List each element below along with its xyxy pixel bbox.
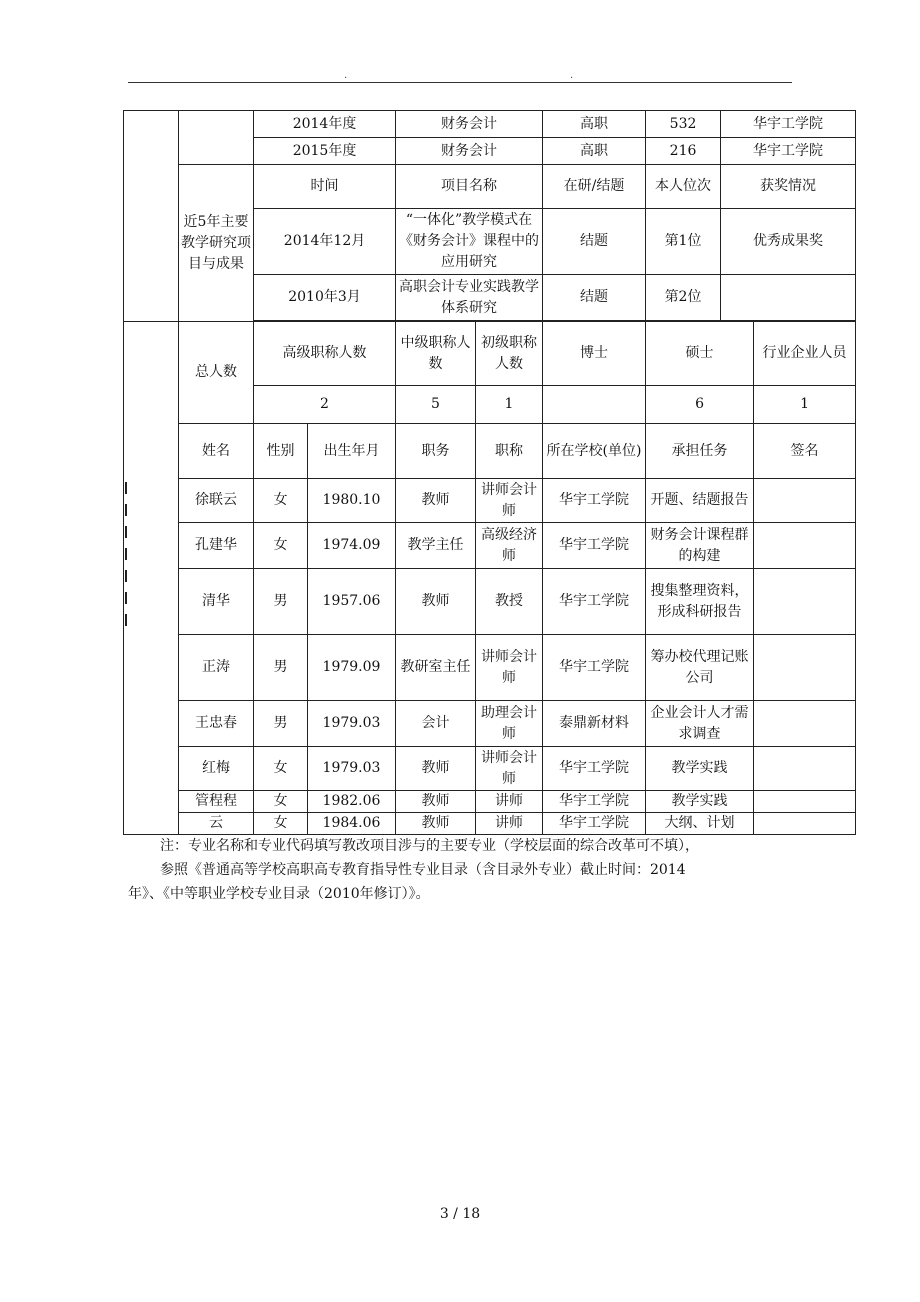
research-award: 优秀成果奖 (721, 209, 856, 275)
member-birth: 1979.03 (308, 701, 396, 747)
member-gender: 男 (254, 635, 308, 701)
member-name: 云 (179, 813, 254, 835)
past-year: 2015年度 (254, 138, 396, 165)
research-status: 结题 (543, 275, 646, 321)
middle-header: 中级职称人数 (396, 322, 476, 386)
member-task: 企业会计人才需求调查 (646, 701, 754, 747)
member-task: 教学实践 (646, 791, 754, 813)
member-title: 高级经济师 (476, 523, 543, 569)
member-name: 清华 (179, 569, 254, 635)
member-sign[interactable] (754, 701, 856, 747)
member-unit: 华宇工学院 (543, 747, 646, 791)
member-unit: 华宇工学院 (543, 523, 646, 569)
member-birth: 1980.10 (308, 479, 396, 523)
members-header-row (124, 424, 856, 479)
member-birth: 1957.06 (308, 569, 396, 635)
member-duty: 会计 (396, 701, 476, 747)
col-status: 在研/结题 (543, 165, 646, 209)
note-line: 年》、《中等职业学校专业目录（2010年修订）》。 (128, 886, 430, 902)
member-name: 孔建华 (179, 523, 254, 569)
col-title: 职称 (476, 424, 543, 479)
col-sign: 签名 (754, 424, 856, 479)
member-gender: 女 (254, 747, 308, 791)
note-line: 参照《普通高等学校高职高专教育指导性专业目录（含目录外专业）截止时间：2014 (160, 862, 686, 878)
past-level: 高职 (543, 111, 646, 138)
member-sign[interactable] (754, 747, 856, 791)
member-gender: 女 (254, 813, 308, 835)
header-dot: . (344, 70, 348, 81)
header-rule (128, 82, 792, 83)
col-rank: 本人位次 (646, 165, 721, 209)
past-count: 216 (646, 138, 721, 165)
col-task: 承担任务 (646, 424, 754, 479)
member-task: 教学实践 (646, 747, 754, 791)
col-duty: 职务 (396, 424, 476, 479)
member-birth: 1974.09 (308, 523, 396, 569)
member-task: 搜集整理资料，形成科研报告 (646, 569, 754, 635)
senior-header: 高级职称人数 (254, 322, 396, 386)
member-sign[interactable] (754, 569, 856, 635)
summary-header-row (124, 322, 856, 386)
member-row (124, 523, 856, 569)
member-gender: 女 (254, 791, 308, 813)
member-row (124, 635, 856, 701)
member-sign[interactable] (754, 813, 856, 835)
research-name: “一体化”教学模式在《财务会计》课程中的应用研究 (396, 209, 543, 275)
member-duty: 教研室主任 (396, 635, 476, 701)
member-name: 正涛 (179, 635, 254, 701)
member-title: 讲师会计师 (476, 479, 543, 523)
member-unit: 泰鼎新材料 (543, 701, 646, 747)
member-birth: 1984.06 (308, 813, 396, 835)
research-name: 高职会计专业实践教学体系研究 (396, 275, 543, 321)
member-unit: 华宇工学院 (543, 569, 646, 635)
member-duty: 教师 (396, 569, 476, 635)
past-school: 华宇工学院 (721, 138, 856, 165)
col-project-name: 项目名称 (396, 165, 543, 209)
master-value: 6 (646, 386, 754, 424)
member-title: 讲师 (476, 813, 543, 835)
member-unit: 华宇工学院 (543, 791, 646, 813)
col-birth: 出生年月 (308, 424, 396, 479)
member-name: 红梅 (179, 747, 254, 791)
note-line: 注：专业名称和专业代码填写教改项目涉与的主要专业（学校层面的综合改革可不填）， (160, 838, 699, 854)
member-duty: 教师 (396, 791, 476, 813)
member-sign[interactable] (754, 635, 856, 701)
member-unit: 华宇工学院 (543, 635, 646, 701)
past-school: 华宇工学院 (721, 111, 856, 138)
phd-value (543, 386, 646, 424)
past-row (124, 111, 856, 138)
master-header: 硕士 (646, 322, 754, 386)
research-label: 近5年主要教学研究项目与成果 (179, 165, 254, 322)
col-name: 姓名 (179, 424, 254, 479)
member-duty: 教学主任 (396, 523, 476, 569)
member-duty: 教师 (396, 813, 476, 835)
application-form-table (123, 110, 856, 835)
clipped-side-label (125, 472, 135, 682)
member-row (124, 569, 856, 635)
member-duty: 教师 (396, 747, 476, 791)
member-row (124, 701, 856, 747)
research-rank: 第1位 (646, 209, 721, 275)
member-gender: 女 (254, 479, 308, 523)
junior-header: 初级职称人数 (476, 322, 543, 386)
research-time: 2010年3月 (254, 275, 396, 321)
past-year: 2014年度 (254, 111, 396, 138)
industry-value: 1 (754, 386, 856, 424)
page-number: 3 / 18 (439, 1206, 481, 1222)
member-task: 财务会计课程群的构建 (646, 523, 754, 569)
col-unit: 所在学校(单位) (543, 424, 646, 479)
member-gender: 男 (254, 569, 308, 635)
member-name: 徐联云 (179, 479, 254, 523)
member-name: 管程程 (179, 791, 254, 813)
col-gender: 性别 (254, 424, 308, 479)
past-major: 财务会计 (396, 111, 543, 138)
past-level: 高职 (543, 138, 646, 165)
industry-header: 行业企业人员 (754, 322, 856, 386)
past-major: 财务会计 (396, 138, 543, 165)
member-birth: 1982.06 (308, 791, 396, 813)
member-row (124, 791, 856, 813)
col-award: 获奖情况 (721, 165, 856, 209)
blank-label-cell (179, 111, 254, 165)
senior-value: 2 (254, 386, 396, 424)
member-title: 讲师 (476, 791, 543, 813)
research-status: 结题 (543, 209, 646, 275)
member-title: 教授 (476, 569, 543, 635)
member-birth: 1979.03 (308, 747, 396, 791)
member-gender: 女 (254, 523, 308, 569)
member-birth: 1979.09 (308, 635, 396, 701)
member-sign[interactable] (754, 479, 856, 523)
member-unit: 华宇工学院 (543, 813, 646, 835)
member-title: 助理会计师 (476, 701, 543, 747)
left-blank-cell (124, 111, 179, 322)
member-duty: 教师 (396, 479, 476, 523)
junior-value: 1 (476, 386, 543, 424)
member-sign[interactable] (754, 523, 856, 569)
member-row (124, 479, 856, 523)
col-time: 时间 (254, 165, 396, 209)
research-header-row (124, 165, 856, 209)
header-dot: . (570, 70, 574, 81)
member-task: 筹办校代理记账公司 (646, 635, 754, 701)
research-time: 2014年12月 (254, 209, 396, 275)
member-task: 大纲、计划 (646, 813, 754, 835)
member-title: 讲师会计师 (476, 635, 543, 701)
research-award (721, 275, 856, 321)
member-name: 王忠春 (179, 701, 254, 747)
member-title: 讲师会计师 (476, 747, 543, 791)
member-unit: 华宇工学院 (543, 479, 646, 523)
member-task: 开题、结题报告 (646, 479, 754, 523)
member-row (124, 747, 856, 791)
total-label: 总人数 (179, 322, 254, 424)
member-gender: 男 (254, 701, 308, 747)
member-row (124, 813, 856, 835)
middle-value: 5 (396, 386, 476, 424)
research-rank: 第2位 (646, 275, 721, 321)
member-sign[interactable] (754, 791, 856, 813)
past-count: 532 (646, 111, 721, 138)
phd-header: 博士 (543, 322, 646, 386)
